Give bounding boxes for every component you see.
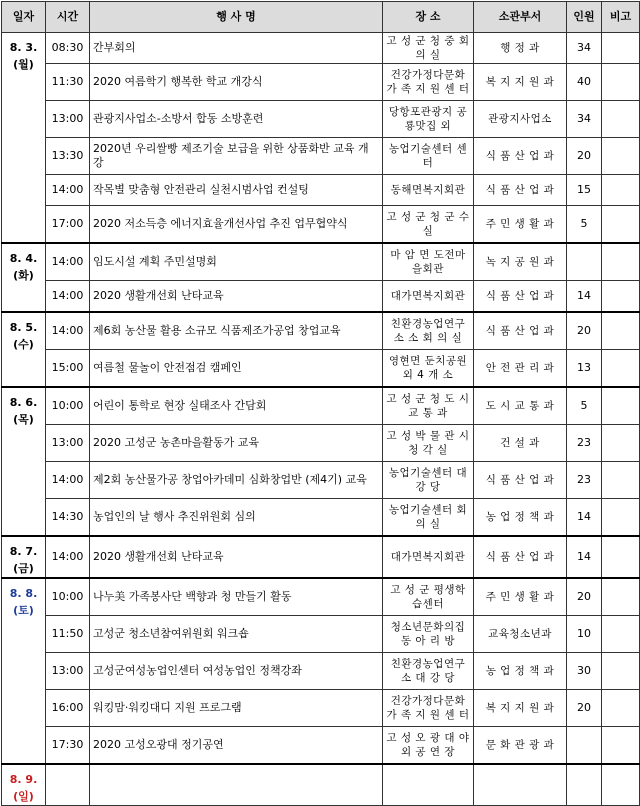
date-label: 8. 8.	[9, 587, 38, 600]
count-cell: 20	[567, 138, 602, 175]
schedule-body	[2, 33, 640, 806]
place-cell: 건강가정다문화 가 족 지 원 센 터	[383, 64, 474, 101]
event-name: 제6회 농산물 활용 소규모 식품제조가공업 창업교육	[90, 312, 383, 350]
dept-cell: 도 시 교 통 과	[474, 387, 567, 425]
place-cell: 고 성 군 청 군 수 실	[383, 206, 474, 244]
date-label: 8. 6.	[9, 396, 38, 409]
count-cell: 14	[567, 536, 602, 578]
event-name: 나누美 가족봉사단 백향과 청 만들기 활동	[90, 578, 383, 616]
count-cell: 20	[567, 578, 602, 616]
table-row	[2, 727, 640, 765]
note-cell	[602, 727, 640, 765]
dept-cell: 식 품 산 업 과	[474, 138, 567, 175]
time-cell: 17:00	[46, 206, 90, 244]
dept-cell: 관광지사업소	[474, 101, 567, 138]
schedule-table	[1, 1, 640, 806]
dept-cell: 식 품 산 업 과	[474, 462, 567, 499]
count-cell: 23	[567, 425, 602, 462]
time-cell: 17:30	[46, 727, 90, 765]
count-cell: 5	[567, 387, 602, 425]
table-row	[2, 462, 640, 499]
date-cell	[2, 33, 46, 244]
note-cell	[602, 425, 640, 462]
place-cell: 고 성 군 청 도 시 교 통 과	[383, 387, 474, 425]
place-cell: 농업기술센터 회 의 실	[383, 499, 474, 537]
table-row	[2, 175, 640, 206]
event-name: 간부회의	[90, 33, 383, 64]
table-row	[2, 138, 640, 175]
time-cell: 16:00	[46, 690, 90, 727]
header-count: 인원	[567, 2, 602, 33]
place-cell: 청소년문화의집 동 아 리 방	[383, 616, 474, 653]
weekday-label: (월)	[13, 58, 34, 71]
time-cell: 13:00	[46, 425, 90, 462]
time-cell: 14:00	[46, 462, 90, 499]
count-cell: 14	[567, 499, 602, 537]
event-name: 여름철 물놀이 안전점검 캠페인	[90, 350, 383, 388]
note-cell	[602, 33, 640, 64]
note-cell	[602, 653, 640, 690]
table-row	[2, 764, 640, 806]
date-label: 8. 4.	[9, 252, 38, 265]
note-cell	[602, 175, 640, 206]
weekday-label: (화)	[13, 269, 34, 282]
time-cell: 13:00	[46, 101, 90, 138]
count-cell: 5	[567, 206, 602, 244]
header-row	[2, 2, 640, 33]
note-cell	[602, 462, 640, 499]
place-cell: 건강가정다문화 가 족 지 원 센 터	[383, 690, 474, 727]
dept-cell: 식 품 산 업 과	[474, 175, 567, 206]
place-cell: 고 성 군 청 중 회 의 실	[383, 33, 474, 64]
date-label: 8. 9.	[9, 773, 38, 786]
count-cell	[567, 727, 602, 765]
time-cell	[46, 764, 90, 806]
count-cell: 14	[567, 281, 602, 313]
dept-cell: 복 지 지 원 과	[474, 690, 567, 727]
time-cell: 11:50	[46, 616, 90, 653]
header-note: 비고	[602, 2, 640, 33]
table-row	[2, 387, 640, 425]
count-cell	[567, 764, 602, 806]
header-place: 장 소	[383, 2, 474, 33]
note-cell	[602, 616, 640, 653]
time-cell: 14:00	[46, 312, 90, 350]
count-cell: 20	[567, 312, 602, 350]
time-cell: 14:30	[46, 499, 90, 537]
place-cell: 동해면복지회관	[383, 175, 474, 206]
table-row	[2, 101, 640, 138]
count-cell: 20	[567, 690, 602, 727]
dept-cell: 안 전 관 리 과	[474, 350, 567, 388]
dept-cell: 건 설 과	[474, 425, 567, 462]
table-row	[2, 206, 640, 244]
date-label: 8. 5.	[9, 321, 38, 334]
weekday-label: (금)	[13, 562, 34, 575]
note-cell	[602, 387, 640, 425]
event-name: 관광지사업소-소방서 합동 소방훈련	[90, 101, 383, 138]
note-cell	[602, 350, 640, 388]
table-row	[2, 312, 640, 350]
note-cell	[602, 64, 640, 101]
place-cell: 고 성 군 평생학습센터	[383, 578, 474, 616]
event-name: 2020 고성오광대 정기공연	[90, 727, 383, 765]
note-cell	[602, 578, 640, 616]
count-cell: 34	[567, 33, 602, 64]
event-name	[90, 764, 383, 806]
event-name: 어린이 통학로 현장 실태조사 간담회	[90, 387, 383, 425]
note-cell	[602, 138, 640, 175]
date-cell	[2, 243, 46, 312]
count-cell: 34	[567, 101, 602, 138]
table-row	[2, 499, 640, 537]
dept-cell: 문 화 관 광 과	[474, 727, 567, 765]
date-cell	[2, 764, 46, 806]
dept-cell: 식 품 산 업 과	[474, 281, 567, 313]
time-cell: 10:00	[46, 578, 90, 616]
time-cell: 14:00	[46, 243, 90, 281]
place-cell: 친환경농업연구소 소 회 의 실	[383, 312, 474, 350]
place-cell	[383, 764, 474, 806]
event-name: 2020 여름학기 행복한 학교 개강식	[90, 64, 383, 101]
note-cell	[602, 206, 640, 244]
time-cell: 13:00	[46, 653, 90, 690]
note-cell	[602, 536, 640, 578]
event-name: 고성군여성농업인센터 여성농업인 정책강좌	[90, 653, 383, 690]
count-cell: 13	[567, 350, 602, 388]
time-cell: 14:00	[46, 536, 90, 578]
table-row	[2, 578, 640, 616]
dept-cell: 농 업 정 책 과	[474, 499, 567, 537]
table-row	[2, 243, 640, 281]
dept-cell: 식 품 산 업 과	[474, 312, 567, 350]
date-label: 8. 7.	[9, 545, 38, 558]
table-row	[2, 64, 640, 101]
table-row	[2, 425, 640, 462]
table-row	[2, 536, 640, 578]
count-cell: 30	[567, 653, 602, 690]
header-event: 행 사 명	[90, 2, 383, 33]
place-cell: 친환경농업연구소 대 강 당	[383, 653, 474, 690]
place-cell: 당항포관광지 공룡맛집 외	[383, 101, 474, 138]
event-name: 농업인의 날 행사 추진위원회 심의	[90, 499, 383, 537]
note-cell	[602, 281, 640, 313]
time-cell: 10:00	[46, 387, 90, 425]
place-cell: 대가면복지회관	[383, 281, 474, 313]
table-row	[2, 350, 640, 388]
dept-cell: 주 민 생 활 과	[474, 578, 567, 616]
place-cell: 농업기술센터 센 터	[383, 138, 474, 175]
weekday-label: (수)	[13, 338, 34, 351]
time-cell: 13:30	[46, 138, 90, 175]
count-cell: 40	[567, 64, 602, 101]
event-name: 고성군 청소년참여위원회 워크숍	[90, 616, 383, 653]
date-cell	[2, 387, 46, 536]
event-name: 2020 생활개선회 난타교육	[90, 536, 383, 578]
event-name: 워킹맘·워킹대디 지원 프로그램	[90, 690, 383, 727]
place-cell: 농업기술센터 대 강 당	[383, 462, 474, 499]
weekday-label: (목)	[13, 413, 34, 426]
count-cell: 23	[567, 462, 602, 499]
table-row	[2, 281, 640, 313]
place-cell: 고 성 박 물 관 시 청 각 실	[383, 425, 474, 462]
date-cell	[2, 536, 46, 578]
count-cell: 15	[567, 175, 602, 206]
time-cell: 14:00	[46, 281, 90, 313]
dept-cell: 행 정 과	[474, 33, 567, 64]
table-row	[2, 653, 640, 690]
event-name: 2020 저소득층 에너지효율개선사업 추진 업무협약식	[90, 206, 383, 244]
dept-cell	[474, 764, 567, 806]
event-name: 작목별 맞춤형 안전관리 실천시범사업 컨설팅	[90, 175, 383, 206]
place-cell: 고 성 오 광 대 야 외 공 연 장	[383, 727, 474, 765]
weekday-label: (토)	[13, 604, 34, 617]
header-time: 시간	[46, 2, 90, 33]
event-name: 2020년 우리쌀빵 제조기술 보급을 위한 상품화반 교육 개강	[90, 138, 383, 175]
date-label: 8. 3.	[9, 41, 38, 54]
note-cell	[602, 764, 640, 806]
table-row	[2, 616, 640, 653]
dept-cell: 복 지 지 원 과	[474, 64, 567, 101]
date-cell	[2, 312, 46, 387]
event-name: 2020 고성군 농촌마을활동가 교육	[90, 425, 383, 462]
dept-cell: 교육청소년과	[474, 616, 567, 653]
dept-cell: 농 업 정 책 과	[474, 653, 567, 690]
place-cell: 마 암 면 도전마을회관	[383, 243, 474, 281]
time-cell: 15:00	[46, 350, 90, 388]
place-cell: 영현면 둔치공원 외 4 개 소	[383, 350, 474, 388]
date-cell	[2, 578, 46, 764]
header-date: 일자	[2, 2, 46, 33]
time-cell: 14:00	[46, 175, 90, 206]
time-cell: 08:30	[46, 33, 90, 64]
table-row	[2, 33, 640, 64]
weekday-label: (일)	[13, 790, 34, 803]
dept-cell: 녹 지 공 원 과	[474, 243, 567, 281]
note-cell	[602, 312, 640, 350]
time-cell: 11:30	[46, 64, 90, 101]
note-cell	[602, 101, 640, 138]
event-name: 제2회 농산물가공 창업아카데미 심화창업반 (제4기) 교육	[90, 462, 383, 499]
note-cell	[602, 243, 640, 281]
event-name: 2020 생활개선회 난타교육	[90, 281, 383, 313]
count-cell	[567, 243, 602, 281]
place-cell: 대가면복지회관	[383, 536, 474, 578]
header-dept: 소관부서	[474, 2, 567, 33]
note-cell	[602, 499, 640, 537]
count-cell: 10	[567, 616, 602, 653]
dept-cell: 주 민 생 활 과	[474, 206, 567, 244]
dept-cell: 식 품 산 업 과	[474, 536, 567, 578]
event-name: 임도시설 계획 주민설명회	[90, 243, 383, 281]
